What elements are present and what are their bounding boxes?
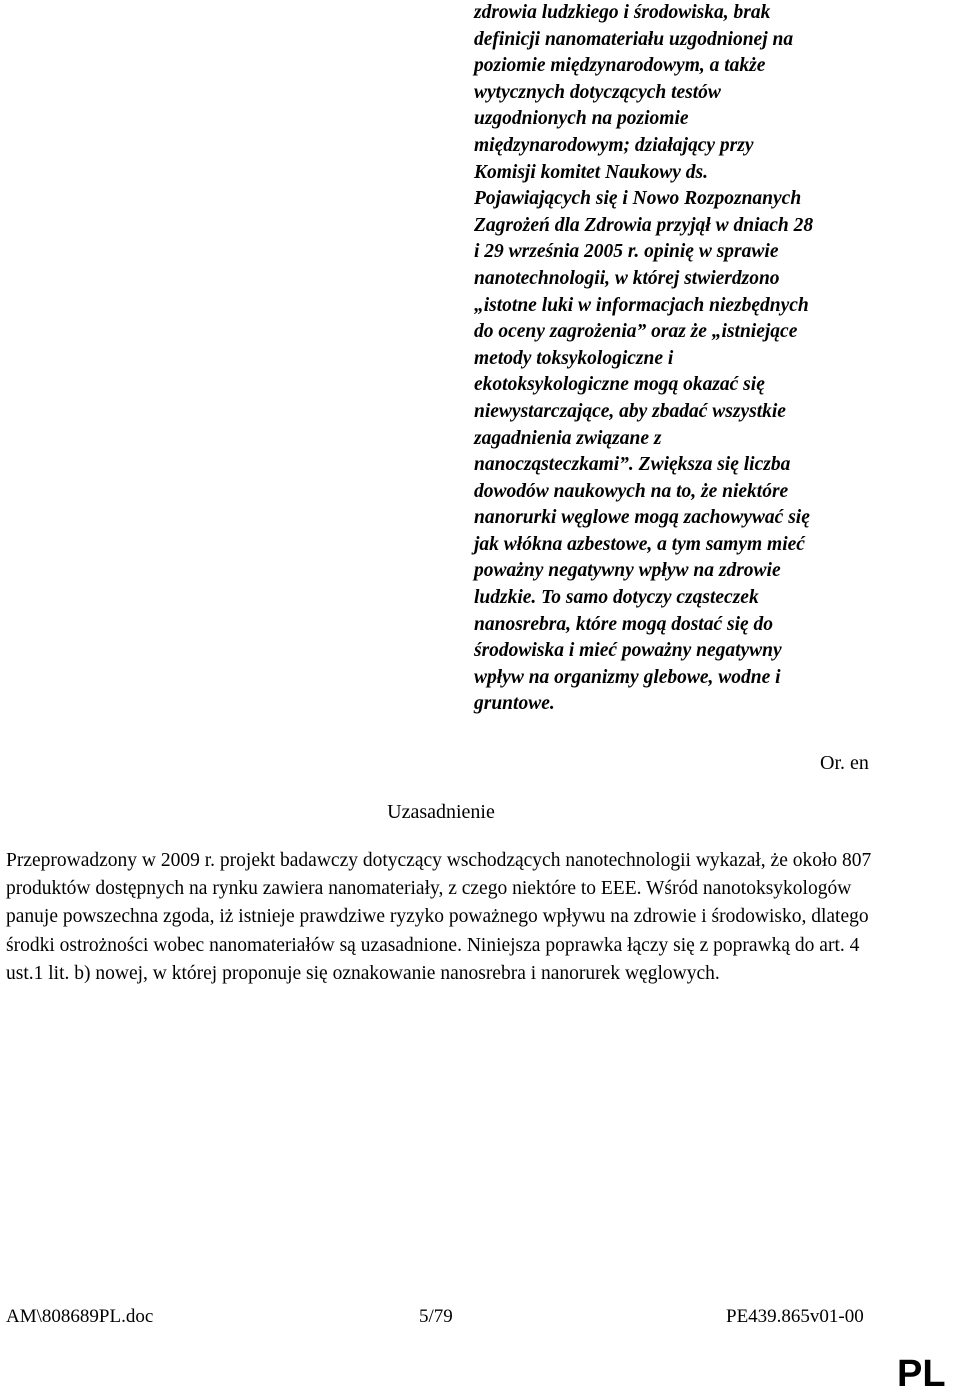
amendment-line: zagadnienia związane z xyxy=(474,427,662,449)
amendment-line: międzynarodowym; działający przy xyxy=(474,134,754,156)
amendment-line: poważny negatywny wpływ na zdrowie xyxy=(474,560,781,582)
amendment-line: środowiska i mieć poważny negatywny xyxy=(474,640,782,662)
amendment-line: dowodów naukowych na to, że niektóre xyxy=(474,480,789,502)
amendment-line: nanosrebra, które mogą dostać się do xyxy=(474,613,774,635)
amendment-line: metody toksykologiczne i xyxy=(474,347,674,369)
amendment-line: ekotoksykologiczne mogą okazać się xyxy=(474,374,765,396)
amendment-line: wpływ na organizmy glebowe, wodne i xyxy=(474,666,781,688)
amendment-line: i 29 września 2005 r. opinię w sprawie xyxy=(474,241,779,263)
amendment-line: Pojawiających się i Nowo Rozpoznanych xyxy=(474,188,802,210)
amendment-line: nanotechnologii, w której stwierdzono xyxy=(474,267,780,289)
amendment-line: Komisji komitet Naukowy ds. xyxy=(474,161,709,183)
amendment-line: poziomie międzynarodowym, a także xyxy=(474,55,766,77)
amendment-line: jak włókna azbestowe, a tym samym mieć xyxy=(474,533,805,555)
amendment-text xyxy=(474,0,894,718)
amendment-line: nanorurki węglowe mogą zachowywać się xyxy=(474,507,810,529)
justification-text: Przeprowadzony w 2009 r. projekt badawczy dotyczący wschodzących nanotechnologii wykazał, że około 807 produktów dostępnych na rynku zawiera nanomateriały, z czego niektóre to EEE. Wśród nanotoksykologów panuje powszechna zgoda, iż istnieje prawdziwe ryzyko poważnego wpływu na zdrowie i środowisko, dlatego środki ostrożności wobec nanomateriałów są uzasadnione. Niniejsza poprawka łączy się z poprawką do art. 4 ust.1 lit. b) nowej, w której proponuje się oznakowanie nanosrebra i nanorurek węglowych. xyxy=(6,850,872,984)
amendment-line: nanocząsteczkami”. Zwiększa się liczba xyxy=(474,454,791,476)
amendment-line: gruntowe. xyxy=(474,693,555,715)
justification-heading: Uzasadnienie xyxy=(387,801,495,823)
amendment-line: „istotne luki w informacjach niezbędnych xyxy=(474,294,809,316)
footer-page-number: 5/79 xyxy=(419,1306,453,1327)
amendment-line: uzgodnionych na poziomie xyxy=(474,108,689,130)
footer-language-code: PL xyxy=(897,1353,946,1395)
amendment-line: zdrowia ludzkiego i środowiska, brak xyxy=(474,2,771,23)
footer-file-reference: AM\808689PL.doc xyxy=(6,1306,154,1327)
amendment-line: niewystarczające, aby zbadać wszystkie xyxy=(474,400,786,422)
footer-document-reference: PE439.865v01-00 xyxy=(726,1306,864,1327)
amendment-line: definicji nanomateriału uzgodnionej na xyxy=(474,28,794,50)
amendment-line: Zagrożeń dla Zdrowia przyjął w dniach 28 xyxy=(474,214,814,236)
amendment-line: wytycznych dotyczących testów xyxy=(474,81,721,103)
amendment-line: ludzkie. To samo dotyczy cząsteczek xyxy=(474,587,759,609)
amendment-line: do oceny zagrożenia” oraz że „istniejące xyxy=(474,321,798,343)
original-language-note: Or. en xyxy=(820,752,869,774)
